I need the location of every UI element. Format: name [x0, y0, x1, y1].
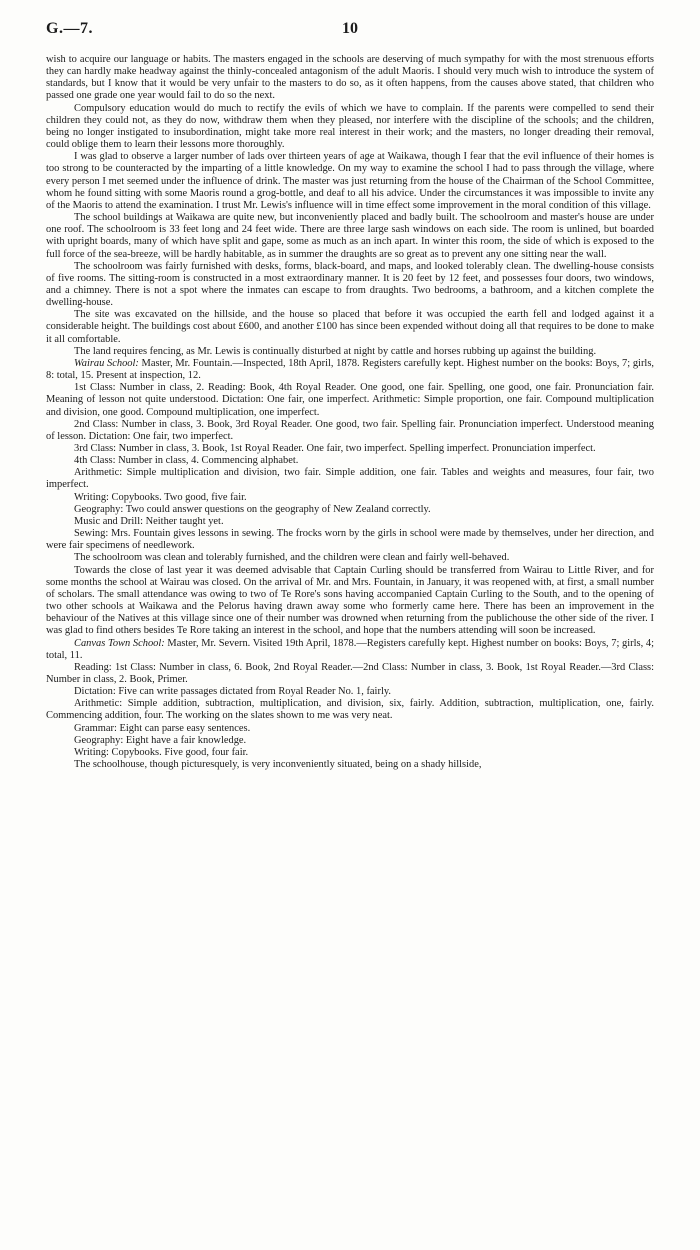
paragraph-text: Master, Mr. Severn. Visited 19th April, 1878.—Registers carefully kept. Highest number on books: Boys, 7; girls, 4; total, 11. — [46, 637, 654, 661]
paragraph — [46, 467, 654, 491]
paragraph — [46, 516, 654, 528]
paragraph — [46, 723, 654, 735]
paragraph — [46, 419, 654, 443]
paragraph — [46, 698, 654, 722]
paragraph — [46, 382, 654, 418]
paragraph-text: Towards the close of last year it was deemed advisable that Captain Curling should be transferred from Wairau to Little River, and for some months the school at Wairau was closed. On the arrival of Mr. and Mrs. Fountain, in January, it was reopened with, at first, a small number of scholars. The small attendance was owing to two of Te Rore's sons having accompanied Captain Curling to the South, and to the opening of two other schools at Waikawa and the Pelorus having drawn away some who formerly came here. There has been an improvement in the behaviour of the Natives at this village since one of their number was drowned when returning from the publichouse the other side of the river. I was glad to find others besides Te Rore taking an interest in the school, and hope that the numbers attending will soon be increased. — [46, 564, 654, 637]
paragraph — [46, 443, 654, 455]
document-body — [46, 54, 654, 771]
paragraph-text: Master, Mr. Fountain.—Inspected, 18th April, 1878. Registers carefully kept. Highest number on the books: Boys, 7; girls, 8: total, 15. Present at inspection, 12. — [46, 357, 654, 382]
paragraph-text: The land requires fencing, as Mr. Lewis is continually disturbed at night by cattle and horses rubbing up against the building. — [74, 345, 597, 357]
paragraph — [46, 504, 654, 516]
paragraph-text: Dictation: Five can write passages dictated from Royal Reader No. 1, fairly. — [74, 686, 391, 698]
paragraph-text: Sewing: Mrs. Fountain gives lessons in sewing. The frocks worn by the girls in school were made by themselves, under her direction, and were fair specimens of needlework. — [46, 528, 654, 552]
paragraph — [46, 54, 654, 103]
paragraph-text: I was glad to observe a larger number of lads over thirteen years of age at Waikawa, though I fear that the evil influence of their homes is too strong to be counteracted by the imparting of a little knowledge. On my way to examine the school I had to pass through the village, where every person I met seemed under the influence of drink. The master was just returning from the house of the Chairman of the School Committee, whom he found sitting with some Maoris round a grog-bottle, and deaf to all his advice. Under the circumstances it was impossible to invite any of the Maoris to attend the examination. I trust Mr. Lewis's influence will in time effect some improvement in the moral condition of this village. — [46, 151, 654, 211]
paragraph-text: Compulsory education would do much to rectify the evils of which we have to complain. If the parents were compelled to send their children they could not, as they do now, withdraw them when they pleased, nor interfere with the discipline of the schools; and the children, being no longer instigated to insubordination, might take more real interest in their work; and the masters, no longer dreading their removal, could oblige them to learn their lessons more thoroughly. — [46, 102, 654, 151]
paragraph — [46, 686, 654, 698]
paragraph-text: Reading: 1st Class: Number in class, 6. Book, 2nd Royal Reader.—2nd Class: Number in class, 3. Book, 1st Royal Reader.—3rd Class: Number in class, 2. Book, Primer. — [46, 661, 654, 685]
paragraph-text: Grammar: Eight can parse easy sentences. — [74, 722, 251, 734]
paragraph-text: Geography: Eight have a fair knowledge. — [74, 734, 247, 746]
paragraph — [46, 151, 654, 212]
paragraph — [46, 103, 654, 152]
paragraph-text: The site was excavated on the hillside, and the house so placed that before it was occupied the earth fell and lodged against it a considerable height. The buildings cost about £600, and another £100 has since been expended without doing all that requires to be done to make it all comfortable. — [46, 309, 654, 345]
page-number: 10 — [342, 20, 358, 37]
paragraph-text: wish to acquire our language or habits. The masters engaged in the schools are deserving of much sympathy for with the most strenuous efforts they can hardly make headway against the thinly-concealed antagonism of the adult Maoris. I should very much wish to introduce the system of standards, but I know that it would be very unfair to the masters to do so, as it often happens, from the causes above stated, that children who passed one grade one year would fail to do so the next. — [46, 54, 654, 102]
paragraph — [46, 358, 654, 382]
paragraph — [46, 261, 654, 310]
paragraph-text: Arithmetic: Simple addition, subtraction, multiplication, and division, six, fairly. Addition, subtraction, multiplication, one, fairly. Commencing addition, four. The working on the slates shown to me was very neat. — [46, 698, 654, 722]
paragraph-text: The school buildings at Waikawa are quite new, but inconveniently placed and badly built. The schoolroom and master's house are under one roof. The schoolroom is 33 feet long and 24 feet wide. There are three large sash windows on each side. The room is unlined, but boarded with upright boards, many of which have split and gape, some as much as an inch apart. In winter this room, the side of which is exposed to the full force of the sea-breeze, will be hardly habitable, as in summer the draughts are so great as to prevent any one sitting near the wall. — [46, 212, 654, 260]
paragraph-text: Geography: Two could answer questions on the geography of New Zealand correctly. — [74, 503, 431, 515]
paragraph — [46, 662, 654, 686]
paragraph — [46, 747, 654, 759]
paragraph-text: Writing: Copybooks. Two good, five fair. — [74, 491, 247, 503]
paragraph-text: Music and Drill: Neither taught yet. — [74, 515, 224, 527]
paragraph-text: 2nd Class: Number in class, 3. Book, 3rd Royal Reader. One good, two fair. Spelling fair. Pronunciation imperfect. Understood meaning of lesson. Dictation: One fair, two imperfect. — [46, 418, 654, 442]
paragraph — [46, 309, 654, 345]
paragraph-text: 4th Class: Number in class, 4. Commencing alphabet. — [74, 455, 299, 467]
paragraph-text: Arithmetic: Simple multiplication and division, two fair. Simple addition, one fair. Tables and weights and measures, four fair, two imperfect. — [46, 467, 654, 491]
paragraph-text: The schoolroom was clean and tolerably furnished, and the children were clean and fairly well-behaved. — [74, 552, 510, 564]
paragraph — [46, 638, 654, 662]
paragraph — [46, 492, 654, 504]
paragraph-text: The schoolroom was fairly furnished with desks, forms, black-board, and maps, and looked tolerably clean. The dwelling-house consists of five rooms. The sitting-room is constructed in a most extraordinary manner. It is 20 feet by 12 feet, and possesses four doors, two windows, and a chimney. There is not a spot where the inmates can escape to from draughts. Two bedrooms, a bathroom, and a kitchen complete the dwelling-house. — [46, 260, 654, 309]
paragraph-text: Writing: Copybooks. Five good, four fair. — [74, 746, 249, 758]
paragraph — [46, 346, 654, 358]
document-reference: G.—7. — [46, 20, 93, 37]
paragraph — [46, 212, 654, 261]
school-name: Canvas Town School: — [74, 637, 165, 649]
paragraph-text: 3rd Class: Number in class, 3. Book, 1st Royal Reader. One fair, two imperfect. Spelling imperfect. Pronunciation imperfect. — [74, 443, 596, 454]
paragraph — [46, 735, 654, 747]
paragraph — [46, 528, 654, 552]
paragraph — [46, 455, 654, 467]
paragraph-text: 1st Class: Number in class, 2. Reading: Book, 4th Royal Reader. One good, one fair. Spelling, one good, one fair. Pronunciation fair. Meaning of lesson not quite understood. Dictation: One fair, one imperfect. Arithmetic: Simple proportion, one fair. Compound multiplication and division, one good. Compound multiplication, one imperfect. — [46, 382, 654, 418]
paragraph — [46, 552, 654, 564]
paragraph — [46, 565, 654, 638]
page-header — [46, 20, 654, 42]
school-name: Wairau School: — [74, 357, 139, 369]
paragraph-text: The schoolhouse, though picturesquely, is very inconveniently situated, being on a shady hillside, — [74, 759, 482, 771]
paragraph — [46, 759, 654, 771]
